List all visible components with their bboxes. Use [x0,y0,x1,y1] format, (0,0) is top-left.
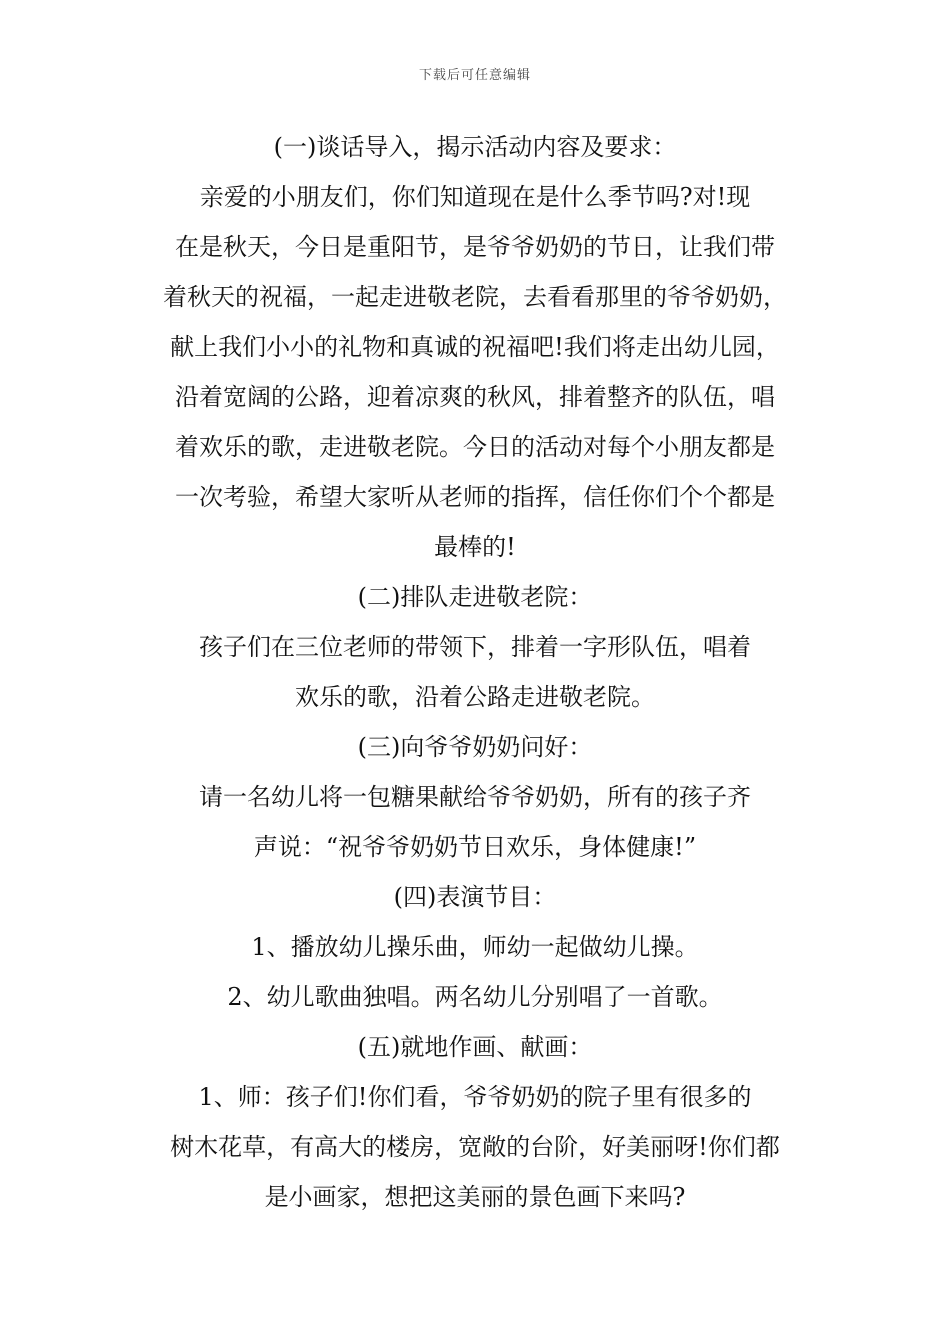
paragraph-line: 着欢乐的歌，走进敬老院。今日的活动对每个小朋友都是 [175,433,775,461]
paragraph-line: 树木花草，有高大的楼房，宽敞的台阶，好美丽呀!你们都 [170,1133,780,1161]
paragraph-line: 亲爱的小朋友们，你们知道现在是什么季节吗?对!现 [199,183,751,211]
paragraph-line: 孩子们在三位老师的带领下，排着一字形队伍，唱着 [199,633,751,661]
paragraph-line: 请一名幼儿将一包糖果献给爷爷奶奶，所有的孩子齐 [199,783,751,811]
page-header: 下载后可任意编辑 [418,68,531,83]
paragraph-line: 沿着宽阔的公路，迎着凉爽的秋风，排着整齐的队伍，唱 [175,383,775,411]
section-heading-3: (三)向爷爷奶奶问好： [357,733,593,761]
paragraph-line: 声说：“祝爷爷奶奶节日欢乐，身体健康!” [253,833,697,861]
paragraph-line: 一次考验，希望大家听从老师的指挥，信任你们个个都是 [175,483,775,511]
list-item: 2、幼儿歌曲独唱。两名幼儿分别唱了一首歌。 [227,983,723,1011]
paragraph-line: 最棒的! [434,533,516,561]
paragraph-line: 欢乐的歌，沿着公路走进敬老院。 [295,683,655,711]
paragraph-line: 1、师：孩子们!你们看，爷爷奶奶的院子里有很多的 [198,1083,752,1111]
paragraph-line: 着秋天的祝福，一起走进敬老院，去看看那里的爷爷奶奶， [163,283,787,311]
paragraph-line: 献上我们小小的礼物和真诚的祝福吧!我们将走出幼儿园， [170,333,780,361]
section-heading-1: (一)谈话导入，揭示活动内容及要求： [273,133,677,161]
section-heading-4: (四)表演节目： [393,883,557,911]
section-heading-5: (五)就地作画、献画： [357,1033,593,1061]
section-heading-2: (二)排队走进敬老院： [357,583,593,611]
list-item: 1、播放幼儿操乐曲，师幼一起做幼儿操。 [251,933,699,961]
paragraph-line: 在是秋天，今日是重阳节，是爷爷奶奶的节日，让我们带 [175,233,775,261]
paragraph-line: 是小画家，想把这美丽的景色画下来吗? [264,1183,686,1211]
